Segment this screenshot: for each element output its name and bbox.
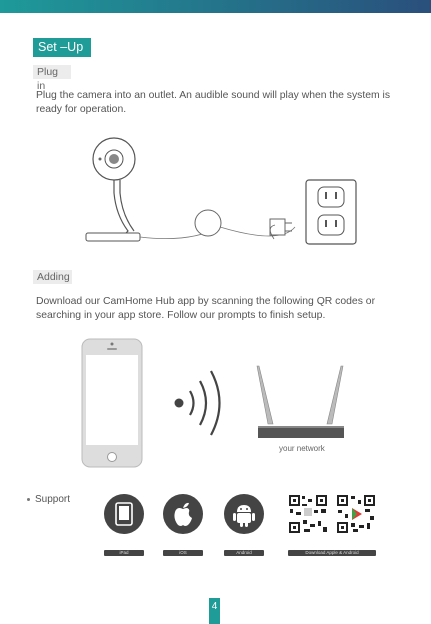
camera-outlet-illustration bbox=[80, 135, 370, 250]
wifi-signal-icon bbox=[170, 367, 230, 439]
qr-download-label: Download Apple & Android bbox=[288, 550, 376, 556]
bullet-icon bbox=[27, 498, 30, 501]
page-number: 4 bbox=[209, 598, 220, 624]
ipad-icon bbox=[104, 494, 144, 534]
phone-illustration bbox=[81, 338, 143, 468]
android-icon bbox=[224, 494, 264, 534]
apple-qr-code bbox=[288, 494, 328, 534]
apple-icon bbox=[163, 494, 203, 534]
section-title: Set –Up bbox=[33, 38, 91, 57]
plug-in-heading: Plug in bbox=[33, 65, 71, 79]
network-caption: your network bbox=[279, 444, 325, 453]
ios-label: iOS bbox=[163, 550, 203, 556]
router-illustration bbox=[250, 362, 350, 440]
header-bar bbox=[0, 0, 431, 13]
plug-in-instructions: Plug the camera into an outlet. An audible sound will play when the system is ready for operation. bbox=[36, 90, 391, 115]
support-label: Support bbox=[27, 494, 70, 505]
adding-instructions: Download our CamHome Hub app by scanning the following QR codes or searching in your app store. Follow our prompts to finish setup. bbox=[36, 296, 376, 321]
android-qr-code bbox=[336, 494, 376, 534]
adding-heading: Adding bbox=[33, 270, 72, 284]
ipad-label: iPad bbox=[104, 550, 144, 556]
android-label: Android bbox=[224, 550, 264, 556]
